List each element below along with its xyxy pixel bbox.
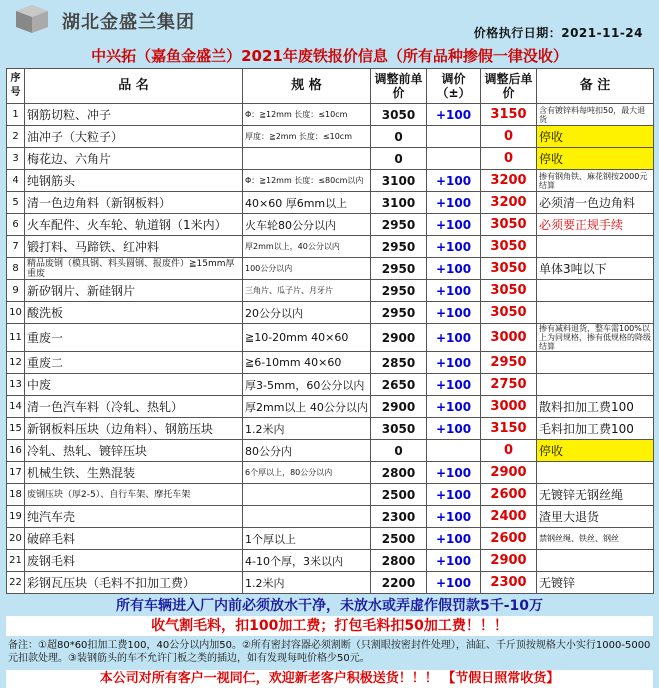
row-price-after: 2400	[481, 506, 537, 528]
row-spec	[243, 506, 371, 528]
row-adjustment: +100	[427, 396, 481, 418]
company-logo-icon	[12, 3, 52, 35]
table-row	[7, 214, 654, 236]
row-spec: 1.2米内	[243, 572, 371, 594]
table-row	[7, 528, 654, 550]
row-price-before: 2500	[371, 484, 427, 506]
row-spec: ≧10-20mm 40×60	[243, 324, 371, 352]
row-adjustment: +100	[427, 506, 481, 528]
row-name: 机械生铁、生熟混装	[25, 462, 243, 484]
row-price-before: 2200	[371, 572, 427, 594]
row-adjustment: +100	[427, 302, 481, 324]
row-spec: 20公分以内	[243, 302, 371, 324]
row-name: 清一色汽车料（冷轧、热轧）	[25, 396, 243, 418]
row-name: 纯汽车壳	[25, 506, 243, 528]
row-no: 13	[7, 374, 25, 396]
col-header-note: 备 注	[537, 69, 654, 104]
row-spec: 厚2mm以上 40公分以内	[243, 396, 371, 418]
row-price-before: 0	[371, 126, 427, 148]
date-value: 2021-11-24	[561, 26, 643, 40]
row-note: 含有镀锌料每吨扣50，最大退货	[537, 104, 654, 126]
row-price-before: 2950	[371, 280, 427, 302]
table-row	[7, 170, 654, 192]
row-note: 散料扣加工费100	[537, 396, 654, 418]
row-spec: ≧6-10mm 40×60	[243, 352, 371, 374]
table-row	[7, 440, 654, 462]
row-price-before: 2800	[371, 462, 427, 484]
row-adjustment: +100	[427, 484, 481, 506]
row-price-after: 3000	[481, 396, 537, 418]
row-no: 22	[7, 572, 25, 594]
row-spec: 4-10个厚，3米以内	[243, 550, 371, 572]
row-name: 破碎毛料	[25, 528, 243, 550]
row-no: 21	[7, 550, 25, 572]
row-price-before: 3100	[371, 192, 427, 214]
row-note	[537, 302, 654, 324]
row-note	[537, 462, 654, 484]
table-row	[7, 302, 654, 324]
col-header-adj: 调价（±）	[427, 69, 481, 104]
row-price-before: 0	[371, 148, 427, 170]
row-name: 中废	[25, 374, 243, 396]
row-note: 单体3吨以下	[537, 258, 654, 280]
row-no: 7	[7, 236, 25, 258]
row-name: 废钢压块（厚2-5）、自行车架、摩托车架	[25, 484, 243, 506]
row-price-before: 0	[371, 440, 427, 462]
row-note	[537, 352, 654, 374]
row-note: 无镀锌	[537, 572, 654, 594]
row-adjustment: +100	[427, 462, 481, 484]
row-no: 3	[7, 148, 25, 170]
row-no: 4	[7, 170, 25, 192]
row-name: 废钢毛料	[25, 550, 243, 572]
row-name: 重废一	[25, 324, 243, 352]
row-price-before: 2950	[371, 214, 427, 236]
row-spec: Φ：≧12mm 长度：≤80cm以内	[243, 170, 371, 192]
row-price-after: 3050	[481, 280, 537, 302]
row-name: 纯钢筋头	[25, 170, 243, 192]
row-name: 精品废钢（模具钢、料头圆钢、报废件）≧15mm厚重废	[25, 258, 243, 280]
row-name: 彩钢瓦压块（毛料不扣加工费）	[25, 572, 243, 594]
row-price-after: 2600	[481, 528, 537, 550]
row-spec: 三角片、瓜子片、月牙片	[243, 280, 371, 302]
row-price-after: 3000	[481, 324, 537, 352]
row-price-after: 2950	[481, 352, 537, 374]
row-spec: 火车轮80公分以内	[243, 214, 371, 236]
row-price-after: 0	[481, 148, 537, 170]
row-spec: 40×60 厚6mm以上	[243, 192, 371, 214]
table-row	[7, 324, 654, 352]
row-no: 15	[7, 418, 25, 440]
row-spec: 厚度：≧2mm 长度：≤10cm	[243, 126, 371, 148]
row-no: 6	[7, 214, 25, 236]
row-price-before: 2650	[371, 374, 427, 396]
row-note: 毛料扣加工费100	[537, 418, 654, 440]
row-price-after: 0	[481, 126, 537, 148]
row-price-after: 2900	[481, 462, 537, 484]
row-adjustment: +100	[427, 418, 481, 440]
row-note	[537, 280, 654, 302]
row-note: 掺有减料退货，整车需100%以上为同规格，掺有低规格的降级结算	[537, 324, 654, 352]
row-adjustment: +100	[427, 280, 481, 302]
row-spec: 100公分以内	[243, 258, 371, 280]
table-row	[7, 572, 654, 594]
row-spec: 1.2米内	[243, 418, 371, 440]
row-adjustment: +100	[427, 324, 481, 352]
row-name: 钢筋切粒、冲子	[25, 104, 243, 126]
row-no: 18	[7, 484, 25, 506]
col-header-no: 序号	[7, 69, 25, 104]
row-spec: 6个厚以上，80公分以内	[243, 462, 371, 484]
table-row	[7, 550, 654, 572]
row-adjustment	[427, 148, 481, 170]
row-price-before: 3050	[371, 104, 427, 126]
row-note	[537, 550, 654, 572]
row-adjustment: +100	[427, 352, 481, 374]
price-table	[6, 68, 654, 594]
row-no: 9	[7, 280, 25, 302]
row-note: 必须要正规手续	[537, 214, 654, 236]
row-adjustment: +100	[427, 572, 481, 594]
row-adjustment: +100	[427, 104, 481, 126]
company-name: 湖北金盛兰集团	[62, 12, 195, 33]
row-note: 渣里大退货	[537, 506, 654, 528]
row-price-after: 3050	[481, 258, 537, 280]
row-name: 酸洗板	[25, 302, 243, 324]
row-adjustment: +100	[427, 170, 481, 192]
row-adjustment: +100	[427, 236, 481, 258]
row-price-after: 2750	[481, 374, 537, 396]
row-spec	[243, 484, 371, 506]
row-price-after: 3150	[481, 418, 537, 440]
row-name: 重废二	[25, 352, 243, 374]
row-price-after: 0	[481, 440, 537, 462]
row-price-after: 3200	[481, 192, 537, 214]
col-header-name: 品 名	[25, 69, 243, 104]
row-no: 12	[7, 352, 25, 374]
table-row	[7, 396, 654, 418]
row-spec: 1个厚以上	[243, 528, 371, 550]
row-adjustment: +100	[427, 528, 481, 550]
row-note: 必须清一色边角料	[537, 192, 654, 214]
row-name: 锻打料、马蹄铁、红冲料	[25, 236, 243, 258]
table-row	[7, 104, 654, 126]
page-title: 中兴拓（嘉鱼金盛兰）2021年废铁报价信息（所有品种掺假一律没收）	[91, 47, 568, 65]
row-price-before: 2500	[371, 528, 427, 550]
row-price-after: 3050	[481, 236, 537, 258]
row-no: 5	[7, 192, 25, 214]
row-adjustment: +100	[427, 374, 481, 396]
row-adjustment: +100	[427, 550, 481, 572]
table-row	[7, 148, 654, 170]
row-note: 停收	[537, 126, 654, 148]
row-spec: 厚3-5mm，60公分以内	[243, 374, 371, 396]
row-price-after: 3150	[481, 104, 537, 126]
row-name: 新钢板料压块（边角料）、钢筋压块	[25, 418, 243, 440]
table-row	[7, 374, 654, 396]
row-price-before: 2950	[371, 236, 427, 258]
row-name: 冷轧、热轧、镀锌压块	[25, 440, 243, 462]
row-no: 16	[7, 440, 25, 462]
row-price-before: 2900	[371, 324, 427, 352]
row-note	[537, 374, 654, 396]
table-row	[7, 484, 654, 506]
row-adjustment: +100	[427, 214, 481, 236]
row-name: 梅花边、六角片	[25, 148, 243, 170]
row-adjustment	[427, 440, 481, 462]
table-row	[7, 462, 654, 484]
table-row	[7, 126, 654, 148]
row-spec	[243, 148, 371, 170]
table-row	[7, 258, 654, 280]
table-row	[7, 352, 654, 374]
row-name: 新矽钢片、新硅钢片	[25, 280, 243, 302]
row-note: 无镀锌无钢丝绳	[537, 484, 654, 506]
row-spec: 80公分内	[243, 440, 371, 462]
row-price-before: 2300	[371, 506, 427, 528]
row-no: 2	[7, 126, 25, 148]
row-no: 10	[7, 302, 25, 324]
row-adjustment: +100	[427, 192, 481, 214]
date-label: 价格执行日期：	[473, 26, 562, 40]
row-adjustment: +100	[427, 258, 481, 280]
col-header-spec: 规 格	[243, 69, 371, 104]
row-note: 禁钢丝绳、铁丝、钢丝	[537, 528, 654, 550]
effective-date	[474, 24, 643, 41]
row-price-after: 2600	[481, 484, 537, 506]
row-price-after: 2300	[481, 572, 537, 594]
row-price-before: 2900	[371, 396, 427, 418]
row-price-before: 2800	[371, 550, 427, 572]
row-no: 19	[7, 506, 25, 528]
row-name: 清一色边角料（新钢板料）	[25, 192, 243, 214]
remarks: 备注：①超80*60扣加工费100，40公分以内加50。②所有密封容器必须割断（只割眼按密封件处理），油缸、千斤顶按规格大小实行1000-5000元扣款处理。③装钢筋头的车不允许门板之类的插边，如有发现每吨价格少50元。	[8, 640, 651, 664]
row-note: 停收	[537, 148, 654, 170]
row-adjustment	[427, 126, 481, 148]
row-name: 油冲子（大粒子）	[25, 126, 243, 148]
table-row	[7, 280, 654, 302]
row-price-after: 3200	[481, 170, 537, 192]
row-no: 20	[7, 528, 25, 550]
table-row	[7, 418, 654, 440]
welcome-banner: 本公司对所有客户一视同仁，欢迎新老客户积极送货！！！ 【节假日照常收货】	[6, 670, 653, 688]
row-price-before: 3050	[371, 418, 427, 440]
row-no: 1	[7, 104, 25, 126]
row-price-after: 3050	[481, 214, 537, 236]
water-warning: 所有车辆进入厂内前必须放水干净，未放水或弄虚作假罚款5千-10万	[115, 598, 544, 614]
row-note: 掺有钢角铁、麻花钢按2000元结算	[537, 170, 654, 192]
col-header-before: 调整前单价	[371, 69, 427, 104]
row-price-before: 3100	[371, 170, 427, 192]
row-price-before: 2850	[371, 352, 427, 374]
row-price-after: 2900	[481, 550, 537, 572]
row-spec: Φ：≧12mm 长度：≤10cm	[243, 104, 371, 126]
header	[0, 0, 659, 38]
table-row	[7, 192, 654, 214]
row-price-before: 2950	[371, 302, 427, 324]
table-row	[7, 236, 654, 258]
row-no: 14	[7, 396, 25, 418]
row-no: 11	[7, 324, 25, 352]
row-price-before: 2950	[371, 258, 427, 280]
table-header-row	[7, 69, 654, 104]
row-spec: 厚2mm以上，40公分以内	[243, 236, 371, 258]
row-note	[537, 236, 654, 258]
row-price-after: 3050	[481, 302, 537, 324]
table-row	[7, 506, 654, 528]
row-no: 8	[7, 258, 25, 280]
col-header-after: 调整后单价	[481, 69, 537, 104]
processing-fee-notice: 收气割毛料，扣100加工费；打包毛料扣50加工费！！！	[6, 616, 653, 636]
row-note: 停收	[537, 440, 654, 462]
row-name: 火车配件、火车轮、轨道钢（1米内）	[25, 214, 243, 236]
row-no: 17	[7, 462, 25, 484]
